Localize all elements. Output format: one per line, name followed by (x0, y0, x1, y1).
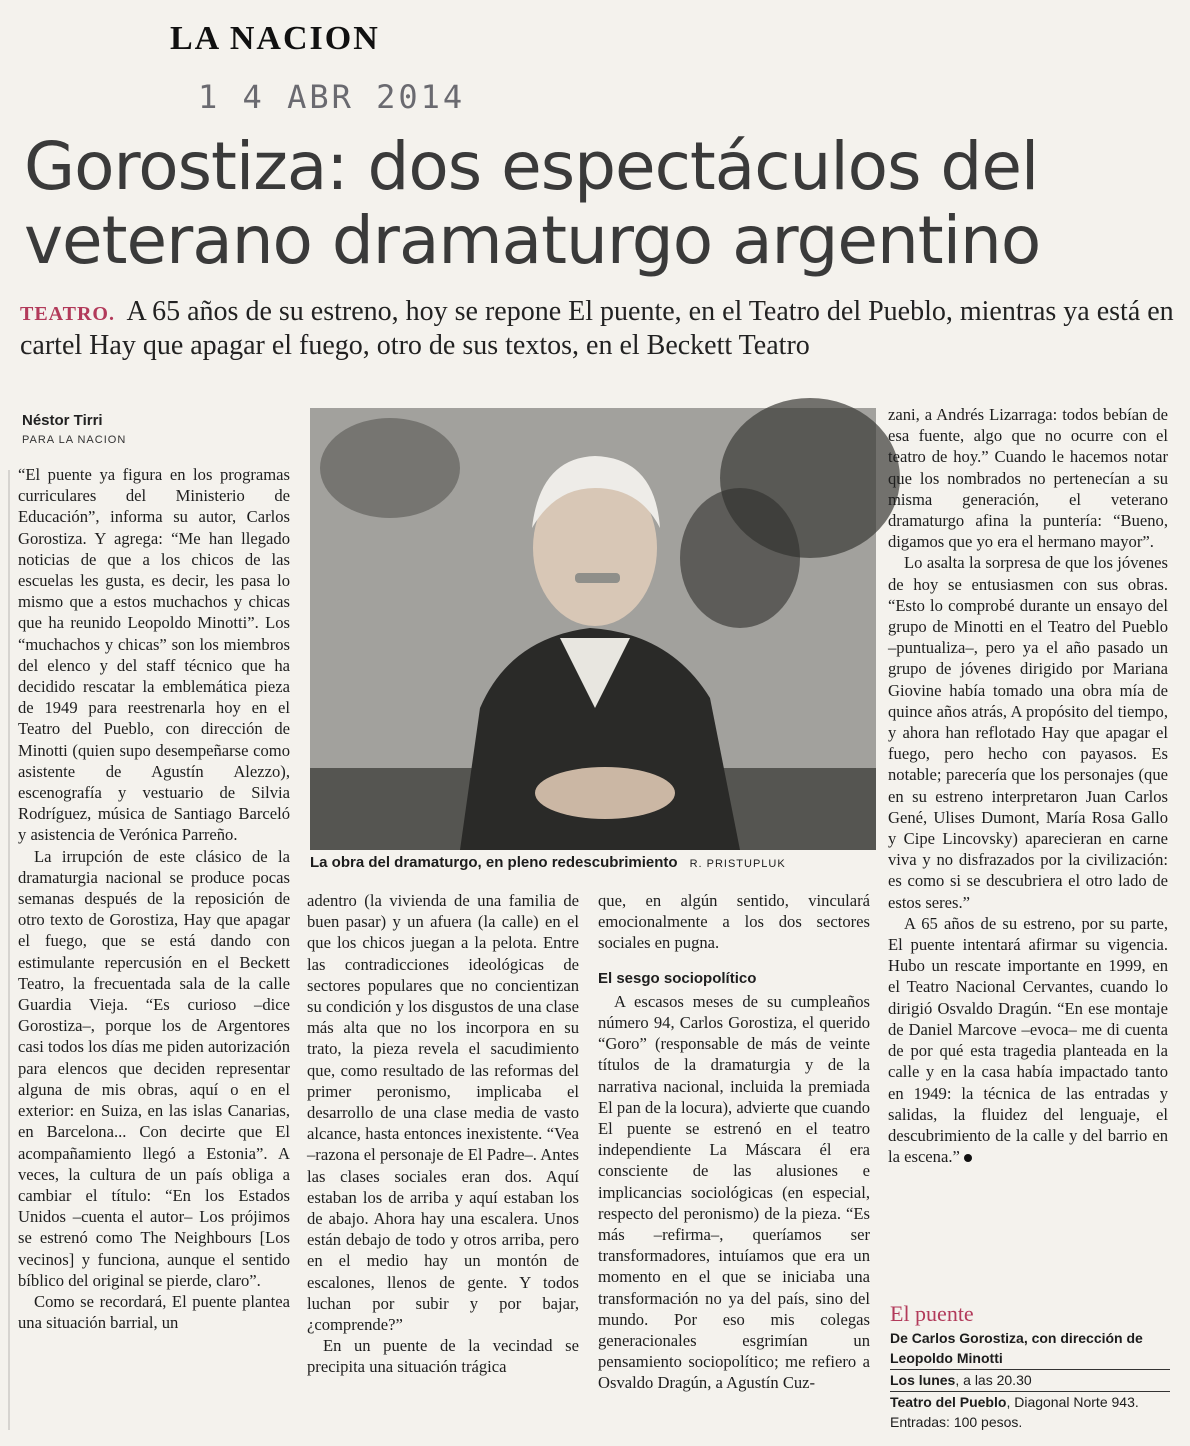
paragraph: La irrupción de este clásico de la dramaturgia nacional se produce pocas semanas después de la reposición de otro texto de Gorostiza, Hay que apagar el fuego, que se está dando con estimulante repercusión en el Beckett Teatro, la frecuentada sala de la calle Guardia Vieja. “Es curioso –dice Gorostiza–, porque los de Argentores casi todos los días me piden autorización para elencos que deciden representar alguna de mis obras, aquí o en el exterior: en Suiza, en las islas Canarias, en Barcelona... Con decirte que El acompañamiento llegó a Estonia”. A veces, la cultura de un país obliga a cambiar el título: “En los Estados Unidos –cuenta el autor– Los prójimos se estrenó como The Neighbours [Los vecinos] y funciona, aunque el sentido bíblico del original se pierde, claro”. (18, 846, 290, 1290)
photo-credit: R. PRISTUPLUK (689, 858, 786, 870)
info-venue-name: Teatro del Pueblo (890, 1394, 1007, 1410)
date-stamp: 1 4 ABR 2014 (198, 78, 466, 116)
photo-caption (310, 854, 876, 871)
masthead-logo: LA NACION (170, 20, 380, 57)
section-subhead: El sesgo sociopolítico (598, 969, 757, 987)
info-title: El puente (890, 1301, 974, 1326)
headline: Gorostiza: dos espectáculos del veterano dramaturgo argentino (24, 128, 1041, 279)
info-venue-details: , Diagonal Norte 943. Entradas: 100 pesos. (890, 1394, 1139, 1430)
byline-author: Néstor Tirri (22, 412, 103, 429)
paragraph: A escasos meses de su cumpleaños número 94, Carlos Gorostiza, el querido “Goro” (responsable de más de veinte títulos de la dramaturgia y de la narrativa nacional, incluida la premiada El pan de la locura), advierte que cuando El puente se estrenó en el teatro independiente La Máscara él era consciente de las alusiones e implicancias sociológicas (en especial, respecto del peronismo) de la pieza. “Es más –refirma–, queríamos ser transformadores, intuíamos que era un momento en el que se iniciaba una transformación no ya del país, sino del mundo. Por eso mis colegas generacionales esgrimían un pensamiento sociopolítico; me refiero a Osvaldo Dragún, a Agustín Cuz- (598, 991, 870, 1393)
caption-text: La obra del dramaturgo, en pleno redescubrimiento (310, 854, 678, 871)
paragraph: “El puente ya figura en los programas curriculares del Ministerio de Educación”, informa su autor, Carlos Gorostiza. Y agrega: “Me han llegado noticias de que a los chicos de las escuelas les gusta, es decir, les pasa lo mismo que a estos muchachos y chicas que ha reunido Leopoldo Minotti”. Los “muchachos y chicas” son los miembros del elenco y del staff técnico que ha decidido rescatar la emblemática pieza de 1949 para reestrenarla hoy en el Teatro del Pueblo, con dirección de Minotti (quien supo desempeñarse como asistente de Agustín Alezzo), escenografía y vestuario de Silvia Rodríguez, música de Santiago Barceló y asistencia de Verónica Parreño. (18, 465, 290, 845)
kicker (20, 296, 1180, 362)
paper-fold-line (8, 470, 10, 1430)
paragraph: En un puente de la vecindad se precipita una situación trágica (307, 1336, 579, 1377)
end-mark-icon (964, 1154, 972, 1162)
paragraph: Como se recordará, El puente plantea una situación barrial, un (18, 1291, 290, 1333)
kicker-text: A 65 años de su estreno, hoy se repone El puente, en el Teatro del Pueblo, mientras ya está en cartel Hay que apagar el fuego, otro de sus textos, en el Beckett Teatro (20, 296, 1174, 361)
info-schedule (890, 1370, 1170, 1392)
info-credits: De Carlos Gorostiza, con dirección de Leopoldo Minotti (890, 1328, 1170, 1370)
column-2 (307, 890, 579, 1446)
paragraph (888, 913, 1168, 1167)
portrait-photo (310, 408, 876, 850)
paragraph: Lo asalta la sorpresa de que los jóvenes de hoy se entusiasmen con sus obras. “Esto lo comprobé durante un ensayo del grupo de Minotti en el Teatro del Pueblo –puntualiza–, pero ya el año pasado un grupo de jóvenes dirigido por Mariana Giovine había tomado una obra mía de quince años atrás, A propósito del tiempo, y ahora han reflotado Hay que apagar el fuego, pero hecho con payasos. Es notable; parecería que los personajes (que en su estreno interpretaron Juan Carlos Gené, Ulises Dumont, María Rosa Gallo y Cipe Lincovsky) aparecieran en carne viva y no disfrazados por la civilización: es como si se descubriera el otro lado de estos seres.” (888, 553, 1168, 912)
paragraph: adentro (la vivienda de una familia de buen pasar) y un afuera (la calle) en el que los chicos juegan a la pelota. Entre las contradicciones ideológicas de sectores populares que no concientizan su condición y los disgustos de una clase más alta que no los incorpora en su trato, la pieza revela el sacudimiento que, como resultado de las reformas del primer peronismo, implicaba el desarrollo de una clase media de vasto alcance, hasta entonces inexistente. “Vea –razona el personaje de El Padre–. Antes las clases sociales eran dos. Aquí estaban los de arriba y aquí estaban los de abajo. Ahora hay una escalera. Unos están debajo de todo y otros arriba, pero en el medio hay un montón de escalones, llenos de gente. Y todos luchan por subir y por bajar, ¿comprende?” (307, 891, 579, 1335)
info-schedule-time: , a las 20.30 (955, 1372, 1032, 1388)
byline-outlet: PARA LA NACION (22, 434, 127, 446)
column-4 (888, 404, 1168, 1167)
paragraph: zani, a Andrés Lizarraga: todos bebían de esa fuente, algo que no ocurre con el teatro de hoy.” Cuando le hacemos notar que los nombrados no pertenecían a su misma generación, el veterano dramaturgo afina la puntería: “Bueno, digamos que yo era el hermano mayor”. (888, 405, 1168, 552)
info-schedule-day: Los lunes (890, 1372, 956, 1388)
info-venue (890, 1392, 1170, 1432)
portrait-illustration (310, 408, 876, 850)
show-info-box (890, 1300, 1170, 1432)
section-tag: TEATRO. (20, 303, 115, 325)
column-3 (598, 890, 870, 1446)
paragraph: que, en algún sentido, vinculará emocionalmente a los dos sectores sociales en pugna. (598, 891, 870, 953)
paragraph-text: A 65 años de su estreno, por su parte, El puente intentará afirmar su vigencia. Hubo un rescate importante en 1999, en el Teatro Nacional Cervantes, cuando lo dirigió Osvaldo Dragún. “En ese montaje de Daniel Marcove –evoca– me di cuenta de por qué esta tragedia planteada en la calle y en la casa había impactado tanto en 1949: la técnica de las entradas y salidas, la fluidez del lenguaje, el descubrimiento de la calle y del barrio en la escena.” (888, 913, 1168, 1167)
column-1 (18, 464, 290, 1446)
